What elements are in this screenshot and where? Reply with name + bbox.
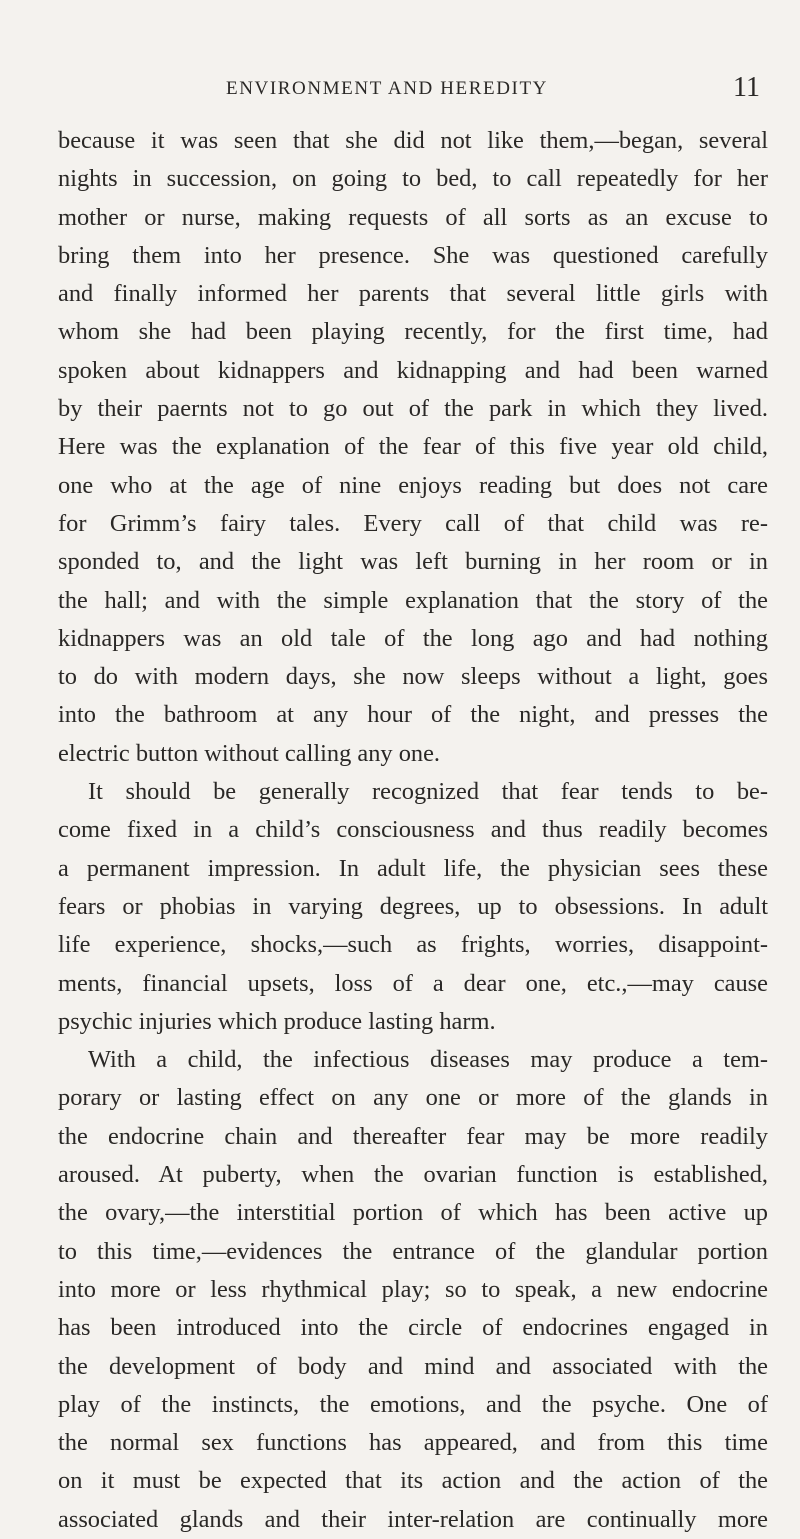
body-text	[58, 122, 768, 1539]
text-line: the normal sex functions has appeared, and from this time	[58, 1429, 768, 1457]
text-line: spoken about kidnappers and kidnapping and had been warned	[58, 356, 768, 384]
text-line: and finally informed her parents that several little girls with	[58, 280, 768, 308]
text-line: the development of body and mind and associated with the	[58, 1352, 768, 1380]
text-line: whom she had been playing recently, for the first time, had	[58, 318, 768, 346]
text-line: fears or phobias in varying degrees, up to obsessions. In adult	[58, 892, 768, 920]
text-line: because it was seen that she did not like them,—began, several	[58, 127, 768, 154]
text-line: into the bathroom at any hour of the night, and presses the	[58, 701, 768, 729]
text-line: psychic injuries which produce lasting harm.	[58, 1007, 496, 1035]
text-line: porary or lasting effect on any one or more of the glands in	[58, 1084, 768, 1112]
text-line: the hall; and with the simple explanation that the story of the	[58, 586, 768, 614]
text-line: on it must be expected that its action and the action of the	[58, 1467, 768, 1495]
text-line: a permanent impression. In adult life, the physician sees these	[58, 854, 768, 882]
text-line: nights in succession, on going to bed, to call repeatedly for her	[58, 165, 768, 193]
text-line: With a child, the infectious diseases may produce a tem-	[88, 1046, 768, 1074]
text-line: has been introduced into the circle of endocrines engaged in	[58, 1314, 768, 1342]
text-line: It should be generally recognized that fear tends to be-	[88, 778, 768, 806]
text-line: the ovary,—the interstitial portion of which has been active up	[58, 1199, 768, 1227]
text-line: into more or less rhythmical play; so to speak, a new endocrine	[58, 1275, 768, 1303]
text-line: aroused. At puberty, when the ovarian function is established,	[58, 1161, 768, 1189]
text-line: sponded to, and the light was left burning in her room or in	[58, 548, 768, 576]
text-line: mother or nurse, making requests of all sorts as an excuse to	[58, 203, 768, 231]
running-head-title: ENVIRONMENT AND HEREDITY	[226, 78, 548, 99]
text-line: kidnappers was an old tale of the long ago and had nothing	[58, 624, 768, 652]
text-line: life experience, shocks,—such as frights, worries, disappoint-	[58, 931, 768, 959]
text-line: to this time,—evidences the entrance of the glandular portion	[58, 1237, 768, 1265]
running-head	[226, 74, 760, 110]
text-line: by their paernts not to go out of the park in which they lived.	[58, 395, 768, 423]
text-line: electric button without calling any one.	[58, 739, 441, 767]
text-line: the endocrine chain and thereafter fear may be more readily	[58, 1122, 768, 1150]
text-line: Here was the explanation of the fear of this five year old child,	[58, 433, 768, 461]
text-line: for Grimm’s fairy tales. Every call of that child was re-	[58, 509, 768, 537]
text-line: play of the instincts, the emotions, and the psyche. One of	[58, 1390, 768, 1418]
text-line: bring them into her presence. She was questioned carefully	[58, 241, 768, 269]
text-line: associated glands and their inter-relation are continually more	[58, 1505, 768, 1533]
text-line: come fixed in a child’s consciousness and thus readily becomes	[58, 816, 768, 844]
page-number: 11	[733, 72, 760, 103]
text-line: to do with modern days, she now sleeps without a light, goes	[58, 663, 768, 691]
text-line: ments, financial upsets, loss of a dear one, etc.,—may cause	[58, 969, 768, 997]
text-line: one who at the age of nine enjoys reading but does not care	[58, 471, 768, 499]
